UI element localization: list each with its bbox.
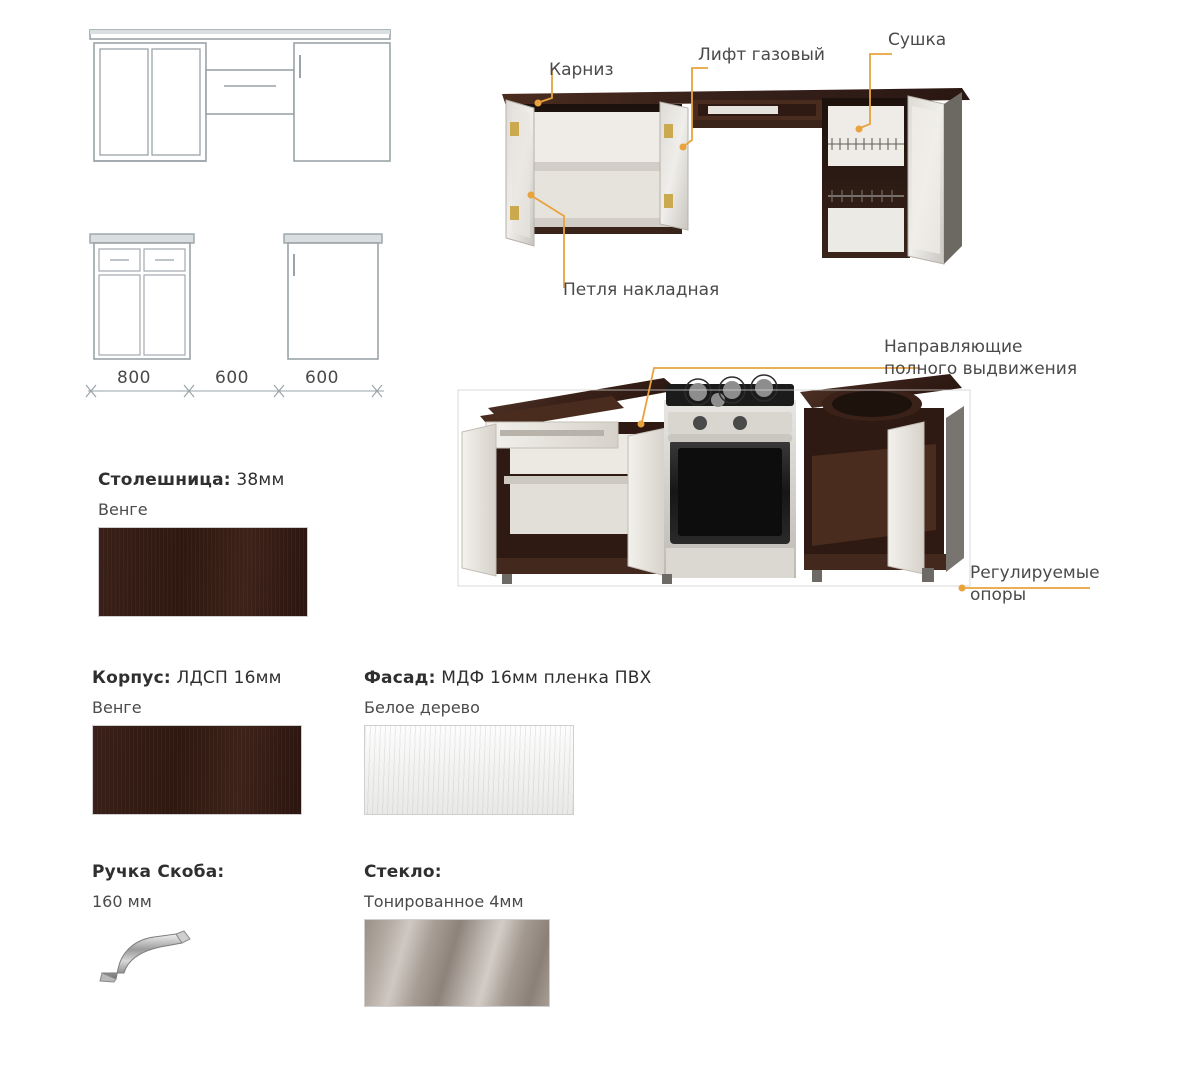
spec-facade-title-bold: Фасад:: [364, 668, 436, 688]
spec-handle-title-bold: Ручка Скоба:: [92, 862, 225, 882]
callout-slides-line2: полного выдвижения: [884, 359, 1078, 380]
spec-glass-swatch: [364, 919, 550, 1007]
callout-adjustable-feet: [970, 562, 1170, 606]
callout-karniz: Карниз: [549, 60, 614, 80]
callout-drying-rack: Сушка: [888, 30, 947, 50]
callout-overlay-hinge: Петля накладная: [563, 280, 720, 300]
spec-facade: [364, 668, 651, 815]
spec-facade-title: [364, 668, 651, 688]
spec-glass-title-bold: Стекло:: [364, 862, 442, 882]
spec-carcass-swatch: [92, 725, 302, 815]
spec-facade-swatch: [364, 725, 574, 815]
blueprint-upper-elevation: [84, 26, 404, 176]
spec-glass: [364, 862, 550, 1007]
spec-carcass-material: Венге: [92, 698, 142, 717]
spec-facade-material: Белое дерево: [364, 698, 480, 717]
spec-countertop-title-rest: 38мм: [230, 470, 285, 490]
spec-glass-title: [364, 862, 550, 882]
callout-slides-line1: Направляющие: [884, 337, 1023, 357]
spec-glass-material: Тонированное 4мм: [364, 892, 524, 911]
blueprint-lower-elevation: [84, 228, 404, 368]
spec-facade-title-rest: МДФ 16мм пленка ПВХ: [435, 668, 652, 688]
spec-handle-size: 160 мм: [92, 892, 152, 911]
handle-icon: [92, 921, 202, 987]
spec-carcass-title-bold: Корпус:: [92, 668, 171, 688]
callout-feet-line1: Регулируемые: [970, 563, 1100, 583]
spec-handle-title: [92, 862, 224, 882]
spec-countertop-swatch: [98, 527, 308, 617]
callout-full-extension-slides: [884, 336, 1114, 380]
spec-countertop-material: Венге: [98, 500, 148, 519]
spec-carcass-title-rest: ЛДСП 16мм: [170, 668, 282, 688]
spec-countertop-title-bold: Столешница:: [98, 470, 231, 490]
spec-handle: [92, 862, 224, 991]
dimension-600-b: 600: [305, 368, 339, 388]
dimension-600-a: 600: [215, 368, 249, 388]
dimension-800: 800: [117, 368, 151, 388]
spec-carcass-title: [92, 668, 302, 688]
spec-countertop: [98, 470, 308, 617]
spec-carcass: [92, 668, 302, 815]
callout-feet-line2: опоры: [970, 585, 1027, 606]
callout-gas-lift: Лифт газовый: [698, 45, 825, 65]
spec-countertop-title: [98, 470, 308, 490]
